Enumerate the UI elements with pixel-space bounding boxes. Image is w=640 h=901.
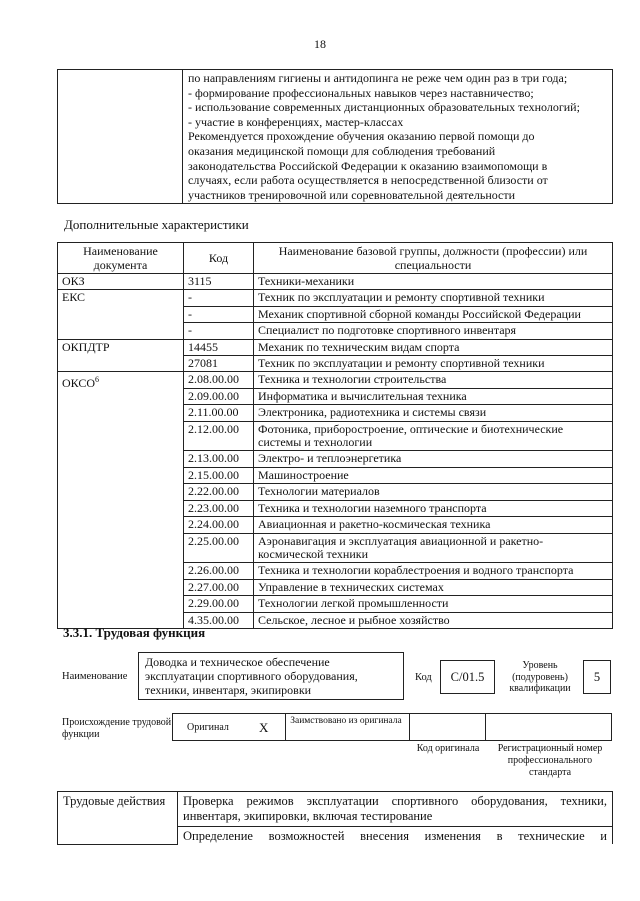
table-row bbox=[58, 290, 613, 306]
continuation-line: - формирование профессиональных навыков через наставничество; bbox=[188, 85, 534, 100]
header-code: Код bbox=[184, 243, 254, 274]
document-name: ОКЗ bbox=[62, 274, 85, 288]
specialty-name-cell: Электроника, радиотехника и системы связи bbox=[254, 405, 613, 421]
labor-actions-table bbox=[57, 791, 613, 845]
specialty-name-cell: Техник по эксплуатации и ремонту спортивной техники bbox=[254, 290, 613, 306]
document-cell bbox=[58, 290, 184, 339]
code-cell: 2.24.00.00 bbox=[184, 517, 254, 533]
specialty-name-cell: Информатика и вычислительная техника bbox=[254, 388, 613, 404]
additional-characteristics-table bbox=[57, 242, 613, 629]
table-row bbox=[58, 372, 613, 388]
continuation-empty-cell bbox=[58, 70, 183, 204]
code-cell: - bbox=[184, 306, 254, 322]
name-label: Наименование bbox=[62, 671, 128, 682]
code-cell: 2.15.00.00 bbox=[184, 467, 254, 483]
specialty-name-cell: Техника и технологии наземного транспорта bbox=[254, 500, 613, 516]
code-cell: 3115 bbox=[184, 274, 254, 290]
specialty-name-cell: Сельское, лесное и рыбное хозяйство bbox=[254, 612, 613, 628]
continuation-line: - использование современных дистанционных образовательных технологий; bbox=[188, 100, 580, 115]
origin-divider-2 bbox=[409, 713, 410, 741]
code-cell: 2.22.00.00 bbox=[184, 484, 254, 500]
function-name-box bbox=[138, 652, 404, 700]
continuation-line: - участие в конференциях, мастер-классах bbox=[188, 114, 404, 129]
table-row bbox=[58, 274, 613, 290]
document-name: ОКСО bbox=[62, 376, 96, 391]
document-name: ОКПДТР bbox=[62, 339, 110, 354]
table-row bbox=[58, 339, 613, 355]
labor-actions-label: Трудовые действия bbox=[58, 792, 178, 845]
code-cell: 2.26.00.00 bbox=[184, 563, 254, 579]
labor-action-item: Проверка режимов эксплуатации спортивного оборудования, техники, инвентаря, экипировки, включая тестирование bbox=[178, 792, 613, 827]
specialty-name-cell: Фотоника, приборостроение, оптические и биотехнические системы и технологии bbox=[254, 421, 613, 451]
code-value: С/01.5 bbox=[450, 670, 485, 684]
specialty-name-cell: Техника и технологии строительства bbox=[254, 372, 613, 388]
specialty-name-cell: Техника и технологии кораблестроения и водного транспорта bbox=[254, 563, 613, 579]
level-label: Уровень (подуровень) квалификации bbox=[509, 660, 571, 694]
code-cell: 2.13.00.00 bbox=[184, 451, 254, 467]
origin-divider-1 bbox=[285, 713, 286, 741]
code-cell: 2.23.00.00 bbox=[184, 500, 254, 516]
original-mark: X bbox=[259, 720, 269, 735]
code-cell: - bbox=[184, 290, 254, 306]
code-cell: 14455 bbox=[184, 339, 254, 355]
continuation-table bbox=[57, 69, 613, 204]
code-cell: 2.29.00.00 bbox=[184, 596, 254, 612]
specialty-name-cell: Авиационная и ракетно-космическая техника bbox=[254, 517, 613, 533]
orig-code-caption: Код оригинала bbox=[416, 743, 480, 754]
continuation-line: участников тренировочной или соревновательной деятельности bbox=[188, 187, 516, 202]
document-cell bbox=[58, 339, 184, 372]
additional-characteristics-title: Дополнительные характеристики bbox=[64, 217, 249, 232]
code-cell: 2.27.00.00 bbox=[184, 579, 254, 595]
origin-box bbox=[172, 713, 612, 741]
origin-divider-3 bbox=[485, 713, 486, 741]
continuation-line: оказания медицинской помощи для соблюдения требований bbox=[188, 143, 496, 158]
borrowed-label: Заимствовано из оригинала bbox=[290, 716, 402, 726]
continuation-line: по направлениям гигиены и антидопинга не реже чем один раз в три года; bbox=[188, 71, 568, 85]
specialty-name-cell: Технологии материалов bbox=[254, 484, 613, 500]
continuation-text-cell bbox=[183, 70, 613, 204]
specialty-name-cell: Техник по эксплуатации и ремонту спортивной техники bbox=[254, 356, 613, 372]
function-name-value: Доводка и техническое обеспечение эксплуатации спортивного оборудования, техники, инвентаря, экипировки bbox=[145, 655, 358, 697]
section-title: 3.3.1. Трудовая функция bbox=[63, 625, 206, 640]
document-cell bbox=[58, 274, 184, 290]
continuation-line: законодательства Российской Федерации к оказанию взаимопомощи в bbox=[188, 158, 548, 173]
code-cell: 2.09.00.00 bbox=[184, 388, 254, 404]
code-box bbox=[440, 660, 495, 694]
continuation-line: случаях, если работа осуществляется в непосредственной близости от bbox=[188, 173, 548, 188]
footnote-mark: 6 bbox=[95, 375, 100, 385]
document-cell bbox=[58, 372, 184, 629]
specialty-name-cell: Управление в технических системах bbox=[254, 579, 613, 595]
labor-action-item: Определение возможностей внесения изменения в технические и bbox=[178, 827, 613, 845]
level-value: 5 bbox=[593, 670, 601, 684]
code-label: Код bbox=[415, 672, 432, 683]
code-cell: 27081 bbox=[184, 356, 254, 372]
code-cell: 2.25.00.00 bbox=[184, 533, 254, 563]
original-label: Оригинал bbox=[187, 722, 229, 733]
code-cell: 2.08.00.00 bbox=[184, 372, 254, 388]
origin-label: Происхождение трудовой функции bbox=[62, 717, 172, 740]
specialty-name-cell: Технологии легкой промышленности bbox=[254, 596, 613, 612]
specialty-name-cell: Электро- и теплоэнергетика bbox=[254, 451, 613, 467]
table-header-row bbox=[58, 243, 613, 274]
code-cell: 4.35.00.00 bbox=[184, 612, 254, 628]
specialty-name-cell: Специалист по подготовке спортивного инвентаря bbox=[254, 323, 613, 339]
continuation-line: Рекомендуется прохождение обучения оказанию первой помощи до bbox=[188, 129, 535, 144]
specialty-name-cell: Машиностроение bbox=[254, 467, 613, 483]
page-number: 18 bbox=[314, 37, 326, 51]
level-box bbox=[583, 660, 611, 694]
header-name: Наименование базовой группы, должности (профессии) или специальности bbox=[254, 243, 613, 274]
specialty-name-cell: Техники-механики bbox=[254, 274, 613, 290]
header-document: Наименование документа bbox=[58, 243, 184, 274]
specialty-name-cell: Механик спортивной сборной команды Российской Федерации bbox=[254, 306, 613, 322]
document-name: ЕКС bbox=[62, 290, 86, 305]
code-cell: - bbox=[184, 323, 254, 339]
specialty-name-cell: Аэронавигация и эксплуатация авиационной и ракетно-космической техники bbox=[254, 533, 613, 563]
code-cell: 2.12.00.00 bbox=[184, 421, 254, 451]
specialty-name-cell: Механик по техническим видам спорта bbox=[254, 339, 613, 355]
reg-number-caption: Регистрационный номер профессионального стандарта bbox=[497, 743, 603, 778]
code-cell: 2.11.00.00 bbox=[184, 405, 254, 421]
